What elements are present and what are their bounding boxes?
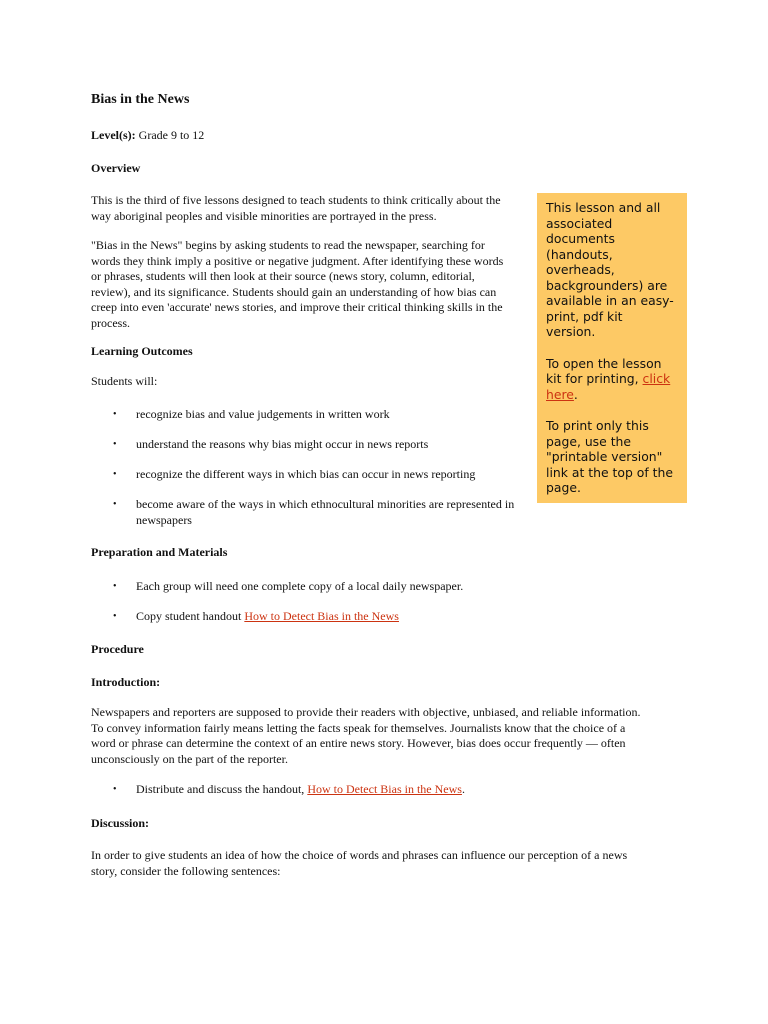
page-title: Bias in the News <box>91 92 190 107</box>
handout-link[interactable]: How to Detect Bias in the News <box>244 609 399 623</box>
list-item: • understand the reasons why bias might occur in news reports <box>91 437 514 453</box>
text-line: To convey information fairly means letting the facts speak for themselves. Journalists know that the choice of a <box>91 720 626 735</box>
text-line: page. <box>546 480 581 495</box>
overview-paragraph-1 <box>91 193 501 224</box>
text-line: To open the lesson <box>546 355 662 371</box>
introduction-list <box>91 782 465 798</box>
text-line: available in an easy- <box>546 293 674 308</box>
callout-paragraph-1 <box>546 200 681 340</box>
list-item: • become aware of the ways in which ethnocultural minorities are represented in newspapers <box>91 497 514 528</box>
text-line: This lesson and all <box>546 200 661 215</box>
text-line: link at the top of the <box>546 464 673 480</box>
text-line: Newspapers and reporters are supposed to provide their readers with objective, unbiased, and reliable information. <box>91 705 641 719</box>
preparation-heading: Preparation and Materials <box>91 545 228 559</box>
click-here-link-part2[interactable]: here <box>546 386 574 402</box>
text-line: This is the third of five lessons designed to teach students to think critically about the <box>91 193 501 207</box>
text-line: "Bias in the News" begins by asking students to read the newspaper, searching for <box>91 238 485 252</box>
introduction-heading: Introduction: <box>91 675 161 689</box>
text-line: creep into even 'accurate' news stories, and improve their critical thinking skills in the <box>91 300 503 314</box>
list-item: • Each group will need one complete copy of a local daily newspaper. <box>91 579 463 595</box>
callout-paragraph-2: To open the lesson kit for printing, click here. <box>546 355 671 402</box>
outcomes-intro: Students will: <box>91 374 158 388</box>
introduction-paragraph <box>91 705 640 767</box>
text-line: words they think imply a positive or negative judgment. After identifying these words <box>91 253 504 268</box>
learning-outcomes-heading: Learning Outcomes <box>91 344 193 358</box>
discussion-paragraph <box>91 848 627 879</box>
grade-level <box>91 128 204 144</box>
procedure-heading: Procedure <box>91 642 144 656</box>
text-line: or phrases, students will then look at their source (news story, column, editorial, <box>91 269 475 283</box>
text-line: version. <box>546 324 596 339</box>
outcomes-list <box>91 407 514 528</box>
level-value: Grade 9 to 12 <box>135 128 205 142</box>
preparation-list <box>91 579 463 625</box>
text-line: word or phrase can determine the context of an entire news story. However, bias does occur frequently — often <box>91 736 626 750</box>
text-line: documents <box>546 231 615 246</box>
text-line: unconsciously on the part of the reporter. <box>91 751 288 766</box>
text-line: "printable version" <box>546 449 663 464</box>
text-line: page, use the <box>546 433 632 449</box>
list-item: • recognize the different ways in which bias can occur in news reporting <box>91 467 514 483</box>
overview-paragraph-2 <box>91 238 503 331</box>
text-line: (handouts, <box>546 246 613 262</box>
list-item: • Copy student handout How to Detect Bias in the News <box>91 609 463 625</box>
handout-link[interactable]: How to Detect Bias in the News <box>307 782 462 796</box>
lesson-kit-callout <box>537 193 687 503</box>
text-line: process. <box>91 315 130 330</box>
callout-paragraph-3 <box>546 418 681 496</box>
text-line: In order to give students an idea of how the choice of words and phrases can influence our perception of a news <box>91 848 628 862</box>
text-line: way aboriginal peoples and visible minorities are portrayed in the press. <box>91 208 437 223</box>
text-line: story, consider the following sentences: <box>91 863 281 878</box>
level-label: Level(s): <box>91 128 136 142</box>
overview-heading: Overview <box>91 161 141 175</box>
list-item: • recognize bias and value judgements in written work <box>91 407 514 423</box>
text-line: print, pdf kit <box>546 308 623 324</box>
text-line: To print only this <box>546 418 649 433</box>
text-line: backgrounders) are <box>546 277 668 293</box>
text-line: review), and its significance. Students should gain an understanding of how bias can <box>91 284 497 299</box>
click-here-link-part1[interactable]: click <box>642 371 671 386</box>
list-item: • Distribute and discuss the handout, How to Detect Bias in the News. <box>91 782 465 798</box>
text-line: kit for printing, <box>546 371 643 386</box>
text-line: overheads, <box>546 262 615 277</box>
discussion-heading: Discussion: <box>91 816 150 830</box>
text-line: associated <box>546 215 613 231</box>
